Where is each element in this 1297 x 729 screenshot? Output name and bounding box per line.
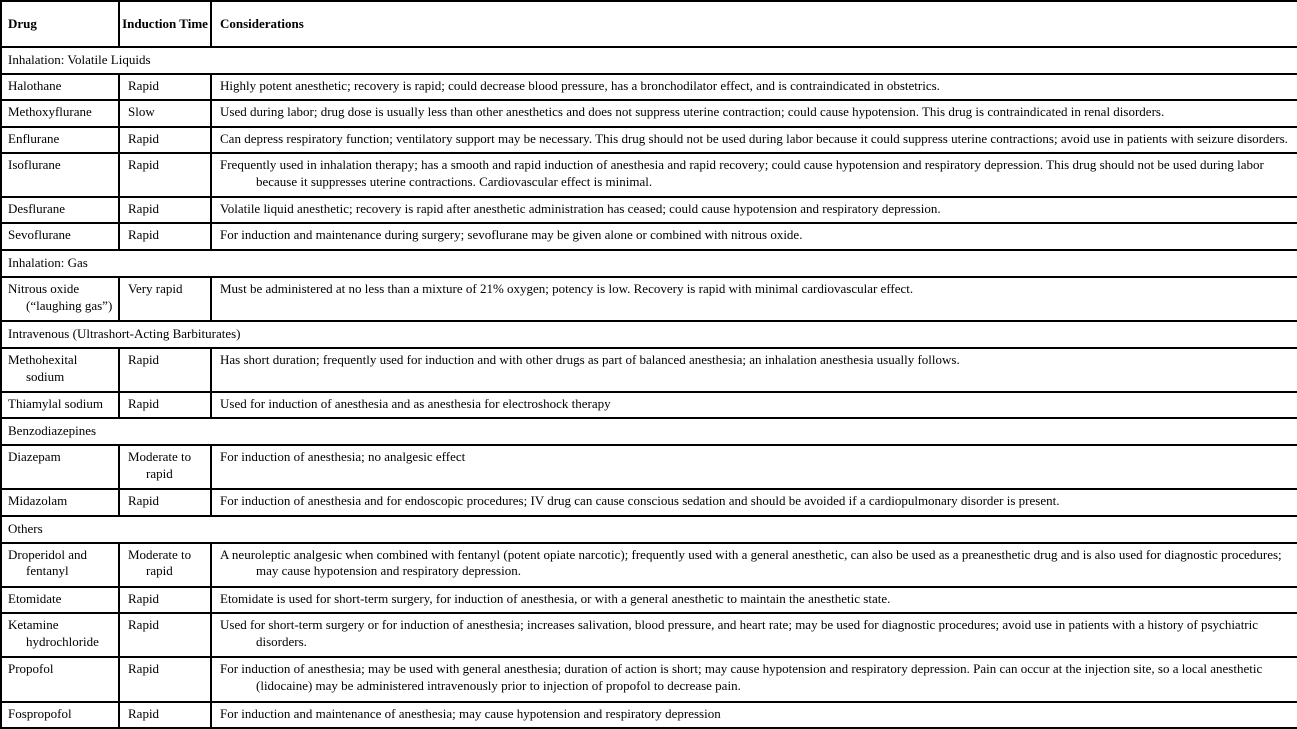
table-row — [1, 277, 1297, 321]
section-row — [1, 47, 1297, 74]
section-title: Inhalation: Gas — [1, 250, 1297, 277]
section-title: Intravenous (Ultrashort-Acting Barbiturates) — [1, 321, 1297, 348]
cell-considerations: A neuroleptic analgesic when combined with fentanyl (potent opiate narcotic); frequently used with a general anesthetic, can also be used as a preanesthetic drug and is also used for diagnostic procedures; may cause hypotension and respiratory depression. — [211, 543, 1297, 587]
table-row — [1, 587, 1297, 613]
cell-drug: Droperidol and fentanyl — [1, 543, 119, 587]
col-header-induction-time: Induction Time — [119, 1, 211, 47]
cell-induction-time: Very rapid — [119, 277, 211, 321]
cell-induction-time: Rapid — [119, 392, 211, 418]
header-row — [1, 1, 1297, 47]
cell-drug: Nitrous oxide (“laughing gas”) — [1, 277, 119, 321]
cell-induction-time: Rapid — [119, 489, 211, 515]
table-row — [1, 153, 1297, 197]
cell-considerations: For induction of anesthesia; no analgesic effect — [211, 445, 1297, 489]
cell-induction-time: Rapid — [119, 613, 211, 657]
cell-considerations: For induction of anesthesia; may be used with general anesthesia; duration of action is short; may cause hypotension and respiratory depression. Pain can occur at the injection site, so a local anesthetic (lidocaine) may be administered intravenously prior to injection of propofol to decrease pain. — [211, 657, 1297, 701]
cell-considerations: Highly potent anesthetic; recovery is rapid; could decrease blood pressure, has a bronchodilator effect, and is contraindicated in obstetrics. — [211, 74, 1297, 100]
cell-considerations: Frequently used in inhalation therapy; has a smooth and rapid induction of anesthesia and rapid recovery; could cause hypotension and respiratory depression. This drug should not be used during labor because it suppresses uterine contractions. Cardiovascular effect is minimal. — [211, 153, 1297, 197]
cell-drug: Methohexital sodium — [1, 348, 119, 392]
col-header-considerations: Considerations — [211, 1, 1297, 47]
cell-induction-time: Slow — [119, 100, 211, 126]
cell-drug: Isoflurane — [1, 153, 119, 197]
cell-drug: Sevoflurane — [1, 223, 119, 249]
col-header-drug: Drug — [1, 1, 119, 47]
cell-drug: Midazolam — [1, 489, 119, 515]
table-row — [1, 489, 1297, 515]
cell-drug: Propofol — [1, 657, 119, 701]
cell-induction-time: Rapid — [119, 153, 211, 197]
cell-drug: Halothane — [1, 74, 119, 100]
section-title: Inhalation: Volatile Liquids — [1, 47, 1297, 74]
table-row — [1, 543, 1297, 587]
cell-induction-time: Rapid — [119, 587, 211, 613]
section-row — [1, 321, 1297, 348]
cell-considerations: Can depress respiratory function; ventilatory support may be necessary. This drug should not be used during labor because it could suppress uterine contractions; avoid use in patients with seizure disorders. — [211, 127, 1297, 153]
cell-considerations: Etomidate is used for short-term surgery, for induction of anesthesia, or with a general anesthetic to maintain the anesthetic state. — [211, 587, 1297, 613]
table-row — [1, 445, 1297, 489]
section-title: Others — [1, 516, 1297, 543]
table-row — [1, 392, 1297, 418]
section-row — [1, 516, 1297, 543]
table-row — [1, 657, 1297, 701]
table-row — [1, 127, 1297, 153]
cell-drug: Desflurane — [1, 197, 119, 223]
cell-induction-time: Rapid — [119, 223, 211, 249]
cell-considerations: Used during labor; drug dose is usually less than other anesthetics and does not suppress uterine contraction; could cause hypotension. This drug is contraindicated in renal disorders. — [211, 100, 1297, 126]
cell-drug: Diazepam — [1, 445, 119, 489]
table-body — [1, 47, 1297, 728]
cell-induction-time: Rapid — [119, 197, 211, 223]
table-row — [1, 100, 1297, 126]
cell-drug: Thiamylal sodium — [1, 392, 119, 418]
cell-induction-time: Rapid — [119, 348, 211, 392]
cell-induction-time: Rapid — [119, 657, 211, 701]
cell-induction-time: Moderate to rapid — [119, 543, 211, 587]
table-row — [1, 223, 1297, 249]
cell-considerations: For induction and maintenance of anesthesia; may cause hypotension and respiratory depression — [211, 702, 1297, 729]
section-title: Benzodiazepines — [1, 418, 1297, 445]
cell-considerations: For induction and maintenance during surgery; sevoflurane may be given alone or combined with nitrous oxide. — [211, 223, 1297, 249]
cell-considerations: For induction of anesthesia and for endoscopic procedures; IV drug can cause conscious sedation and should be avoided if a cardiopulmonary disorder is present. — [211, 489, 1297, 515]
section-row — [1, 250, 1297, 277]
cell-considerations: Has short duration; frequently used for induction and with other drugs as part of balanced anesthesia; an inhalation anesthesia usually follows. — [211, 348, 1297, 392]
section-row — [1, 418, 1297, 445]
cell-drug: Methoxyflurane — [1, 100, 119, 126]
cell-drug: Ketamine hydrochloride — [1, 613, 119, 657]
table-row — [1, 613, 1297, 657]
cell-considerations: Must be administered at no less than a mixture of 21% oxygen; potency is low. Recovery is rapid with minimal cardiovascular effect. — [211, 277, 1297, 321]
table-row — [1, 197, 1297, 223]
cell-induction-time: Rapid — [119, 127, 211, 153]
cell-considerations: Used for short-term surgery or for induction of anesthesia; increases salivation, blood pressure, and heart rate; may be used for diagnostic procedures; avoid use in patients with a history of psychiatric disorders. — [211, 613, 1297, 657]
cell-drug: Fospropofol — [1, 702, 119, 729]
cell-drug: Etomidate — [1, 587, 119, 613]
table-row — [1, 348, 1297, 392]
cell-drug: Enflurane — [1, 127, 119, 153]
cell-considerations: Volatile liquid anesthetic; recovery is rapid after anesthetic administration has ceased; could cause hypotension and respiratory depression. — [211, 197, 1297, 223]
cell-induction-time: Moderate to rapid — [119, 445, 211, 489]
cell-considerations: Used for induction of anesthesia and as anesthesia for electroshock therapy — [211, 392, 1297, 418]
table-row — [1, 74, 1297, 100]
cell-induction-time: Rapid — [119, 702, 211, 729]
cell-induction-time: Rapid — [119, 74, 211, 100]
table-row — [1, 702, 1297, 729]
